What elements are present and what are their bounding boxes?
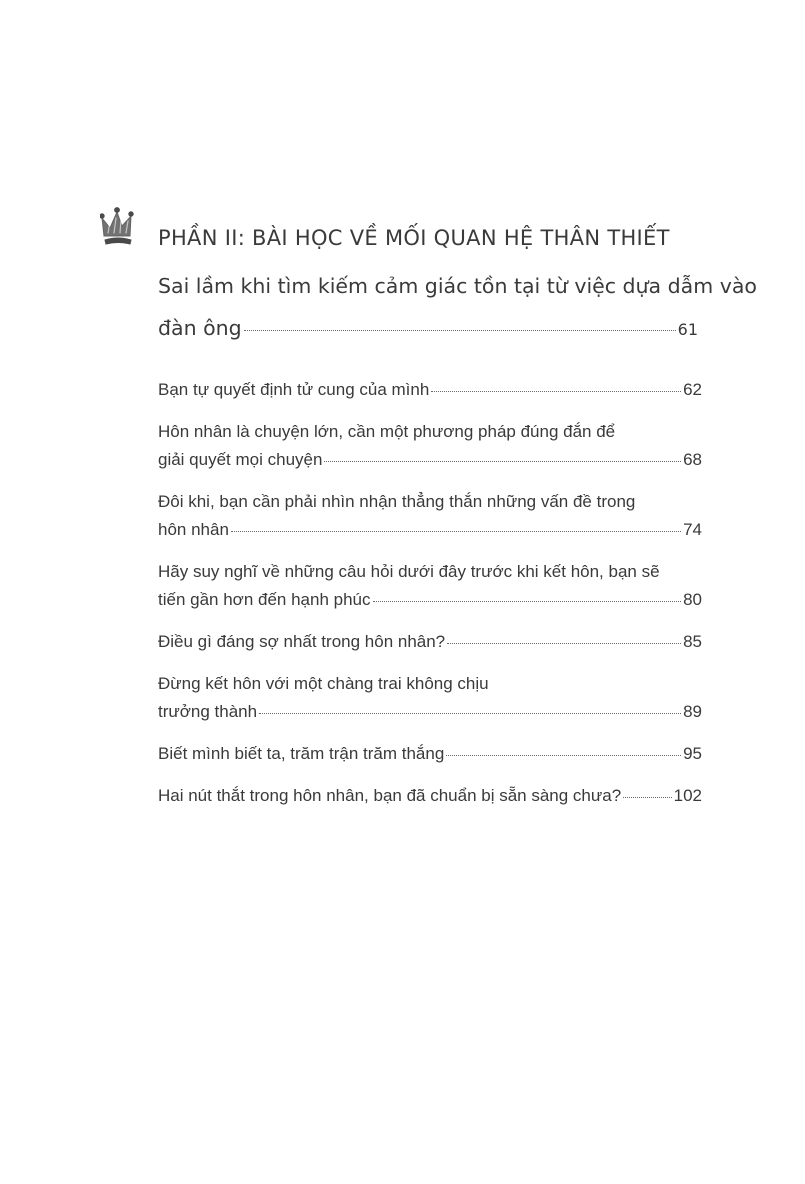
toc-entry[interactable] [158,782,702,810]
leader-dots [447,643,681,644]
toc-entry-title-line: Đôi khi, bạn cần phải nhìn nhận thẳng thắn những vấn đề trong [158,492,636,511]
page-number: 68 [683,450,702,469]
toc-entry[interactable] [158,558,702,614]
part-title: PHẦN II: BÀI HỌC VỀ MỐI QUAN HỆ THÂN THIẾT [158,226,670,250]
toc-entry-title-last: tiến gần hơn đến hạnh phúc [158,590,371,609]
leader-dots [324,461,681,462]
toc-entry-title-line: Đừng kết hôn với một chàng trai không chịu [158,674,489,693]
leader-dots [623,797,671,798]
toc-entry-title-last: hôn nhân [158,520,229,539]
page-number: 62 [683,380,702,399]
page-number: 80 [683,590,702,609]
leader-dots [446,755,681,756]
toc-entry-title-line: Hôn nhân là chuyện lớn, cần một phương pháp đúng đắn để [158,422,616,441]
lead-entry[interactable] [158,274,757,350]
toc-entry-title-last: trưởng thành [158,702,258,721]
toc-entry-title-line: Hãy suy nghĩ về những câu hỏi dưới đây trước khi kết hôn, bạn sẽ [158,562,660,581]
toc-entry-title-last: Hai nút thắt trong hôn nhân, bạn đã chuẩn bị sẵn sàng chưa? [158,786,622,805]
page-number: 61 [677,320,698,339]
crown-icon [100,206,136,246]
toc-entry-title-last: Điều gì đáng sợ nhất trong hôn nhân? [158,632,446,651]
page-number: 85 [683,632,702,651]
page-number: 89 [683,702,702,721]
lead-entry-title-line: Sai lầm khi tìm kiếm cảm giác tồn tại từ việc dựa dẫm vào [158,274,757,298]
toc-entry[interactable] [158,670,702,726]
page-number: 74 [683,520,702,539]
leader-dots [244,330,676,331]
toc-entry[interactable] [158,628,702,656]
leader-dots [259,713,681,714]
leader-dots [431,391,681,392]
leader-dots [231,531,681,532]
toc-entries [158,376,702,824]
toc-entry-title-last: Biết mình biết ta, trăm trận trăm thắng [158,744,445,763]
page-number: 102 [673,786,702,805]
leader-dots [373,601,682,602]
toc-entry[interactable] [158,418,702,474]
toc-entry[interactable] [158,740,702,768]
toc-entry-title-last: Bạn tự quyết định tử cung của mình [158,380,430,399]
toc-entry-title-last: giải quyết mọi chuyện [158,450,323,469]
toc-entry[interactable] [158,488,702,544]
lead-entry-title-last: đàn ông [158,316,242,340]
toc-entry[interactable] [158,376,702,404]
page-number: 95 [683,744,702,763]
